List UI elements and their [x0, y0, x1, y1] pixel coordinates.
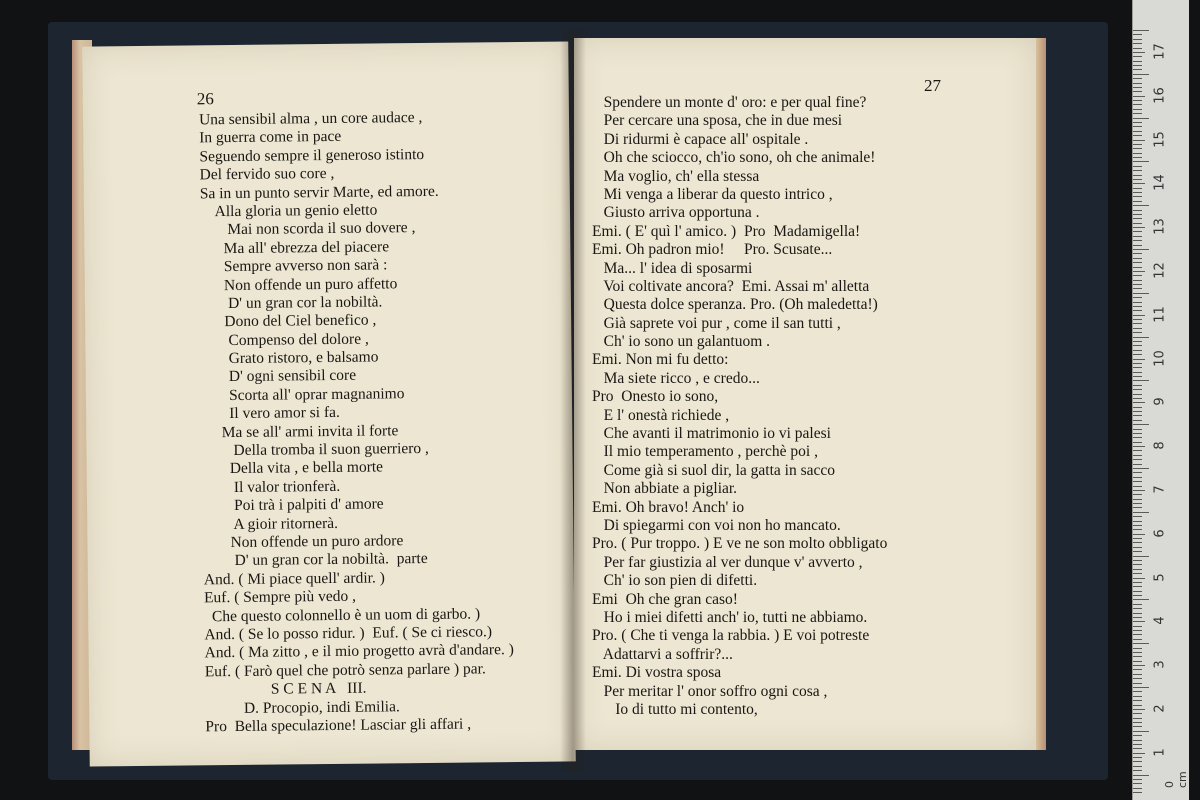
- ruler-number: 1: [1152, 748, 1168, 757]
- text-line: And. ( Se lo posso ridur. ) Euf. ( Se ci riesco.): [204, 623, 493, 644]
- ruler-tick: [1133, 455, 1142, 456]
- ruler-number: 2: [1152, 704, 1168, 713]
- ruler-tick: [1133, 100, 1142, 101]
- ruler-tick: [1133, 652, 1142, 653]
- ruler-tick: [1133, 52, 1145, 53]
- text-line: Euf. ( Farò quel che potrò senza parlare ) par.: [204, 660, 486, 681]
- ruler-tick: [1133, 415, 1142, 416]
- ruler-tick: [1133, 319, 1142, 320]
- text-line: Della vita , e bella morte: [202, 458, 384, 478]
- ruler-tick: [1133, 359, 1145, 360]
- right-page-text: [592, 94, 887, 719]
- ruler-tick: [1133, 735, 1142, 736]
- ruler-tick: [1133, 547, 1142, 548]
- ruler-tick: [1133, 648, 1142, 649]
- text-line: Grato ristoro, e balsamo: [201, 348, 379, 368]
- text-line: Di ridurmi è capace all' ospitale .: [592, 130, 809, 148]
- ruler-tick: [1133, 429, 1142, 430]
- text-line: Compenso del dolore ,: [201, 330, 369, 350]
- ruler-tick: [1133, 529, 1142, 530]
- ruler-number: 12: [1152, 262, 1168, 279]
- ruler-tick: [1133, 481, 1142, 482]
- ruler-number: 8: [1152, 441, 1168, 450]
- ruler-tick: [1133, 389, 1142, 390]
- ruler-tick: [1133, 113, 1142, 114]
- text-line: Sa in un punto servir Marte, ed amore.: [199, 182, 439, 202]
- ruler-tick: [1133, 420, 1142, 421]
- ruler-tick: [1133, 599, 1149, 600]
- ruler-tick: [1133, 748, 1142, 749]
- ruler-tick: [1133, 678, 1142, 679]
- ruler-tick: [1133, 669, 1142, 670]
- ruler-tick: [1133, 560, 1142, 561]
- ruler-tick: [1133, 188, 1142, 189]
- text-line: Emi. ( E' quì l' amico. ) Pro Madamigella!: [592, 222, 861, 240]
- ruler-tick: [1133, 713, 1142, 714]
- ruler-tick: [1133, 350, 1142, 351]
- left-page: [82, 41, 576, 766]
- ruler-tick: [1133, 332, 1142, 333]
- left-page-number: 26: [196, 89, 214, 109]
- ruler-tick: [1133, 337, 1149, 338]
- ruler-tick: [1133, 608, 1142, 609]
- ruler-tick: [1133, 468, 1149, 469]
- text-line: Ma all' ebrezza del piacere: [200, 238, 390, 258]
- ruler-tick: [1133, 183, 1145, 184]
- ruler-tick: [1133, 135, 1142, 136]
- ruler-tick: [1133, 450, 1142, 451]
- ruler-number: 3: [1152, 660, 1168, 669]
- ruler-tick: [1133, 275, 1142, 276]
- ruler-tick: [1133, 87, 1142, 88]
- ruler-tick: [1133, 643, 1149, 644]
- ruler-tick: [1133, 284, 1142, 285]
- ruler-tick: [1133, 310, 1142, 311]
- ruler-tick: [1133, 591, 1142, 592]
- ruler-tick: [1133, 770, 1142, 771]
- ruler-tick: [1133, 196, 1142, 197]
- text-line: Che avanti il matrimonio io vi palesi: [592, 425, 831, 443]
- text-line: Ma se all' armi invita il forte: [202, 421, 399, 441]
- text-line: Emi. Oh bravo! Anch' io: [592, 498, 745, 516]
- ruler-tick: [1133, 507, 1142, 508]
- ruler-tick: [1133, 96, 1145, 97]
- ruler-tick: [1133, 354, 1142, 355]
- ruler-tick: [1133, 779, 1142, 780]
- ruler-tick: [1133, 464, 1142, 465]
- book-gutter: [560, 30, 586, 772]
- ruler-tick: [1133, 696, 1142, 697]
- ruler-number: 6: [1152, 529, 1168, 538]
- ruler-tick: [1133, 153, 1142, 154]
- ruler-tick: [1133, 231, 1142, 232]
- ruler-tick: [1133, 788, 1142, 789]
- ruler-tick: [1133, 104, 1142, 105]
- text-line: Adattarvi a soffrir?...: [592, 645, 733, 663]
- text-line: Questa dolce speranza. Pro. (Oh maledetta!): [592, 296, 878, 314]
- ruler-tick: [1133, 726, 1142, 727]
- ruler-number: 15: [1152, 130, 1168, 148]
- ruler-tick: [1133, 446, 1145, 447]
- ruler-tick: [1133, 411, 1142, 412]
- ruler-tick: [1133, 486, 1142, 487]
- ruler-tick: [1133, 766, 1142, 767]
- ruler-tick: [1133, 665, 1145, 666]
- text-line: Spendere un monte d' oro: e per qual fine?: [592, 94, 867, 111]
- ruler-tick: [1133, 328, 1142, 329]
- ruler-tick: [1133, 542, 1142, 543]
- ruler-tick: [1133, 227, 1145, 228]
- ruler-tick: [1133, 564, 1142, 565]
- text-line: Di spiegarmi con voi non ho mancato.: [592, 516, 841, 534]
- text-line: S C E N A III.: [204, 679, 367, 699]
- text-line: In guerra come in pace: [199, 128, 342, 147]
- ruler-tick: [1133, 503, 1142, 504]
- ruler-tick: [1133, 249, 1149, 250]
- ruler-tick: [1133, 302, 1142, 303]
- text-line: Emi. Di vostra sposa: [592, 664, 722, 682]
- text-line: Ho i miei difetti anch' io, tutti ne abbiamo.: [592, 608, 868, 626]
- ruler-tick: [1133, 210, 1142, 211]
- right-page: [574, 38, 1036, 750]
- ruler-tick: [1133, 297, 1142, 298]
- ruler-tick: [1133, 578, 1145, 579]
- ruler-tick: [1133, 534, 1145, 535]
- ruler-tick: [1133, 595, 1142, 596]
- ruler-tick: [1133, 166, 1142, 167]
- ruler-tick: [1133, 525, 1142, 526]
- ruler-tick: [1133, 61, 1142, 62]
- ruler-tick: [1133, 683, 1142, 684]
- ruler-tick: [1133, 792, 1142, 793]
- ruler-number: 9: [1152, 397, 1168, 406]
- text-line: Euf. ( Sempre più vedo ,: [203, 587, 357, 607]
- ruler-number: 17: [1152, 43, 1168, 60]
- ruler-tick: [1133, 586, 1142, 587]
- ruler-tick: [1133, 144, 1142, 145]
- ruler-tick: [1133, 126, 1142, 127]
- text-line: Pro Onesto io sono,: [592, 388, 719, 406]
- text-line: Poi trà i palpiti d' amore: [202, 495, 384, 515]
- ruler-tick: [1133, 34, 1142, 35]
- ruler-tick: [1133, 661, 1142, 662]
- ruler-tick: [1133, 345, 1142, 346]
- ruler-tick: [1133, 744, 1142, 745]
- text-line: Non abbiate a pigliar.: [592, 480, 738, 498]
- ruler-tick: [1133, 109, 1142, 110]
- ruler-number: 14: [1152, 174, 1168, 192]
- ruler-number: 5: [1152, 572, 1168, 582]
- ruler-tick: [1133, 280, 1142, 281]
- ruler-tick: [1133, 236, 1142, 237]
- ruler-tick: [1133, 170, 1142, 171]
- ruler-tick: [1133, 148, 1142, 149]
- ruler-tick: [1133, 551, 1142, 552]
- text-line: Oh che sciocco, ch'io sono, oh che animale!: [592, 149, 876, 167]
- ruler-tick: [1133, 656, 1142, 657]
- text-line: Emi. Non mi fu detto:: [592, 351, 729, 369]
- ruler-tick: [1133, 43, 1142, 44]
- text-line: Ma siete ricco , e credo...: [592, 369, 760, 387]
- text-line: Dono del Ciel benefico ,: [201, 311, 377, 331]
- ruler-tick: [1133, 459, 1142, 460]
- text-line: Sempre avverso non sarà :: [200, 256, 388, 276]
- ruler-tick: [1133, 214, 1142, 215]
- ruler-tick: [1133, 122, 1142, 123]
- ruler-tick: [1133, 83, 1142, 84]
- text-line: Ch' io son pien di difetti.: [592, 572, 758, 590]
- ruler-tick: [1133, 271, 1145, 272]
- ruler-tick: [1133, 240, 1142, 241]
- ruler-tick: [1133, 621, 1145, 622]
- ruler-tick: [1133, 731, 1149, 732]
- ruler-tick: [1133, 538, 1142, 539]
- ruler-tick: [1133, 604, 1142, 605]
- text-line: Per far giustizia al ver dunque v' avverto ,: [592, 553, 863, 571]
- text-line: Pro. ( Pur troppo. ) E ve ne son molto obbligato: [592, 535, 888, 553]
- text-line: Mi venga a liberar da questo intrico ,: [592, 185, 833, 203]
- text-line: Che questo colonnello è un uom di garbo. ): [204, 604, 481, 625]
- ruler-tick: [1133, 407, 1142, 408]
- text-line: Giusto arriva opportuna .: [592, 204, 760, 222]
- ruler-tick: [1133, 398, 1142, 399]
- ruler-tick: [1133, 91, 1142, 92]
- ruler-tick: [1133, 201, 1142, 202]
- text-line: And. ( Ma zitto , e il mio progetto avrà d'andare. ): [204, 641, 514, 662]
- ruler-tick: [1133, 442, 1142, 443]
- text-line: Per meritar l' onor soffro ogni cosa ,: [592, 682, 828, 700]
- text-line: Ma... l' idea di sposarmi: [592, 259, 753, 277]
- text-line: Scorta all' oprar magnanimo: [201, 385, 405, 405]
- text-line: And. ( Mi piace quell' ardir. ): [203, 569, 385, 589]
- ruler-tick: [1133, 472, 1142, 473]
- ruler-tick: [1133, 613, 1142, 614]
- text-line: Della tromba il suon guerriero ,: [202, 439, 429, 460]
- ruler-tick: [1133, 363, 1142, 364]
- ruler-number: 7: [1152, 485, 1168, 494]
- ruler-tick: [1133, 722, 1142, 723]
- text-line: Come già si suol dir, la gatta in sacco: [592, 461, 836, 479]
- ruler-tick: [1133, 385, 1142, 386]
- ruler-tick: [1133, 179, 1142, 180]
- ruler-tick: [1133, 687, 1149, 688]
- text-line: Pro. ( Che ti venga la rabbia. ) E voi potreste: [592, 627, 870, 645]
- ruler-tick: [1133, 218, 1142, 219]
- ruler-tick: [1133, 65, 1142, 66]
- ruler-tick: [1133, 267, 1142, 268]
- text-line: Non offende un puro ardore: [203, 532, 404, 552]
- ruler-tick: [1133, 477, 1142, 478]
- text-line: Il vero amor si fa.: [202, 404, 340, 423]
- ruler-tick: [1133, 39, 1142, 40]
- ruler-tick: [1133, 424, 1149, 425]
- ruler-tick: [1133, 691, 1142, 692]
- text-line: Il valor trionferà.: [202, 477, 341, 497]
- left-page-text: [199, 108, 515, 736]
- ruler-tick: [1133, 761, 1142, 762]
- ruler-tick: [1133, 634, 1142, 635]
- ruler-tick: [1133, 521, 1142, 522]
- ruler-number: 16: [1152, 86, 1168, 104]
- text-line: Alla gloria un genio eletto: [199, 201, 378, 221]
- ruler-tick: [1133, 626, 1142, 627]
- ruler-tick: [1133, 48, 1142, 49]
- ruler-unit-label: 0 cm: [1163, 771, 1189, 788]
- ruler-tick: [1133, 380, 1149, 381]
- text-line: D' ogni sensibil core: [201, 367, 357, 386]
- text-line: Una sensibil alma , un core audace ,: [198, 109, 423, 129]
- text-line: D' un gran cor la nobiltà. parte: [203, 550, 428, 570]
- ruler-tick: [1133, 306, 1142, 307]
- text-line: Seguendo sempre il generoso istinto: [199, 145, 425, 166]
- ruler-tick: [1133, 288, 1142, 289]
- ruler-tick: [1133, 775, 1149, 776]
- ruler-tick: [1133, 556, 1149, 557]
- text-line: Emi. Oh padron mio! Pro. Scusate...: [592, 241, 833, 259]
- ruler-tick: [1133, 253, 1142, 254]
- ruler-tick: [1133, 437, 1142, 438]
- ruler-tick: [1133, 490, 1145, 491]
- ruler-tick: [1133, 674, 1142, 675]
- ruler-tick: [1133, 157, 1142, 158]
- ruler-tick: [1133, 753, 1145, 754]
- ruler-tick: [1133, 757, 1142, 758]
- ruler-tick: [1133, 740, 1142, 741]
- ruler-tick: [1133, 69, 1142, 70]
- ruler-tick: [1133, 630, 1142, 631]
- ruler-tick: [1133, 700, 1142, 701]
- ruler-tick: [1133, 433, 1142, 434]
- ruler-tick: [1133, 718, 1142, 719]
- ruler-tick: [1133, 783, 1142, 784]
- ruler-tick: [1133, 56, 1142, 57]
- ruler-tick: [1133, 30, 1149, 31]
- ruler-tick: [1133, 293, 1149, 294]
- ruler-tick: [1133, 494, 1142, 495]
- ruler-tick: [1133, 140, 1145, 141]
- ruler-tick: [1133, 582, 1142, 583]
- ruler-tick: [1133, 573, 1142, 574]
- text-line: Ma voglio, ch' ella stessa: [592, 167, 760, 185]
- ruler-number: 13: [1152, 218, 1168, 235]
- ruler-tick: [1133, 223, 1142, 224]
- ruler-tick: [1133, 341, 1142, 342]
- text-line: Già saprete voi pur , come il san tutti ,: [592, 314, 841, 332]
- text-line: Del fervido suo core ,: [199, 165, 335, 184]
- text-line: Io di tutto mi contento,: [592, 700, 758, 718]
- ruler-tick: [1133, 74, 1149, 75]
- ruler-tick: [1133, 192, 1142, 193]
- text-line: D' un gran cor la nobiltà.: [200, 293, 383, 313]
- ruler-tick: [1133, 394, 1142, 395]
- ruler-tick: [1133, 175, 1142, 176]
- ruler-tick: [1133, 315, 1145, 316]
- measuring-ruler: [1132, 0, 1189, 800]
- ruler-number: 10: [1152, 349, 1168, 367]
- ruler-tick: [1133, 258, 1142, 259]
- ruler-tick: [1133, 569, 1142, 570]
- text-line: Emi Oh che gran caso!: [592, 590, 738, 608]
- text-line: A gioir ritornerà.: [203, 514, 339, 533]
- ruler-tick: [1133, 367, 1142, 368]
- text-line: Voi coltivate ancora? Emi. Assai m' alletta: [592, 277, 870, 295]
- text-line: Ch' io sono un galantuom .: [592, 333, 771, 351]
- ruler-tick: [1133, 402, 1145, 403]
- ruler-number: 4: [1152, 616, 1168, 625]
- ruler-tick: [1133, 161, 1149, 162]
- ruler-tick: [1133, 118, 1149, 119]
- ruler-tick: [1133, 705, 1142, 706]
- ruler-tick: [1133, 376, 1142, 377]
- ruler-tick: [1133, 516, 1142, 517]
- text-line: D. Procopio, indi Emilia.: [205, 697, 400, 717]
- ruler-tick: [1133, 78, 1142, 79]
- ruler-tick: [1133, 372, 1142, 373]
- ruler-tick: [1133, 512, 1149, 513]
- right-page-number: 27: [924, 76, 941, 95]
- ruler-tick: [1133, 131, 1142, 132]
- ruler-tick: [1133, 617, 1142, 618]
- ruler-tick: [1133, 245, 1142, 246]
- text-line: Il mio temperamento , perchè poi ,: [592, 443, 818, 461]
- ruler-tick: [1133, 205, 1149, 206]
- text-line: E l' onestà richiede ,: [592, 406, 730, 424]
- ruler-tick: [1133, 323, 1142, 324]
- text-line: Per cercare una sposa, che in due mesi: [592, 112, 843, 130]
- ruler-tick: [1133, 639, 1142, 640]
- text-line: Mai non scorda il suo dovere ,: [200, 219, 416, 239]
- text-line: Pro Bella speculazione! Lasciar gli affari ,: [205, 715, 472, 736]
- ruler-tick: [1133, 499, 1142, 500]
- ruler-tick: [1133, 709, 1145, 710]
- ruler-number: 11: [1152, 305, 1168, 323]
- text-line: Non offende un puro affetto: [200, 274, 398, 294]
- ruler-tick: [1133, 262, 1142, 263]
